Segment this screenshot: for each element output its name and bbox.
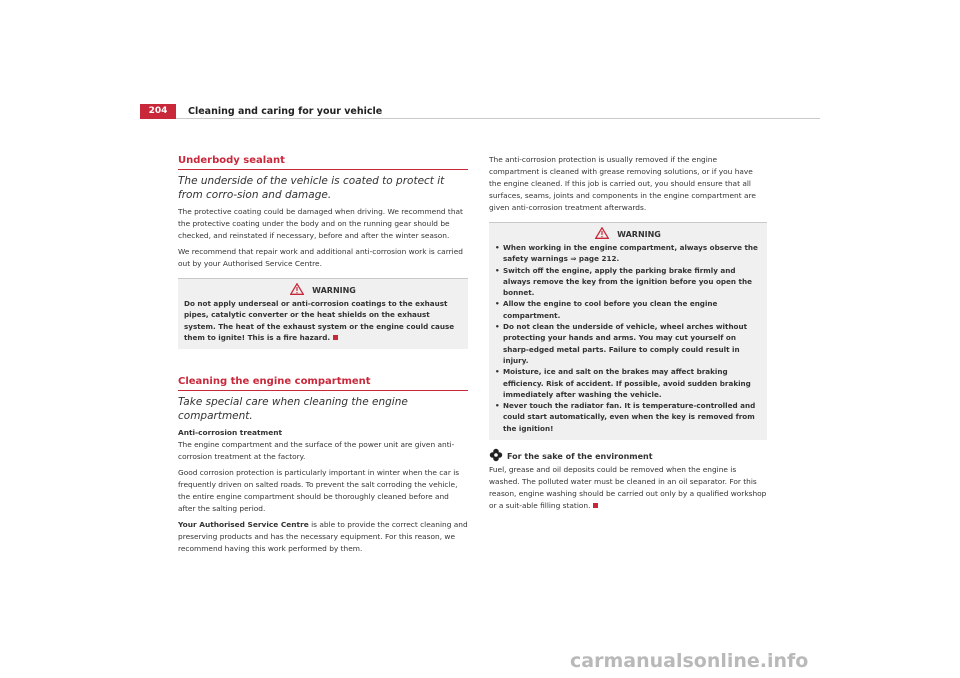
- left-column: [178, 154, 468, 559]
- end-marker-icon: [333, 335, 338, 340]
- right-column: [489, 154, 767, 516]
- underbody-warning-box: [178, 278, 468, 349]
- warning-triangle-icon: [290, 283, 304, 295]
- environment-text: Fuel, grease and oil deposits could be removed when the engine is washed. The polluted water must be cleaned in an oil separator. For this reason, engine washing should be carried out only by a qualified workshop or a suit-able filling station.: [489, 465, 767, 511]
- warning-heading: [495, 227, 761, 242]
- bullet-icon: •: [495, 322, 500, 332]
- engine-paragraph-3-rest: is able to provide the correct cleaning and preserving products and has the necessary equipment. For this reason, we recommend having this work performed by them.: [178, 520, 468, 554]
- engine-subtitle: Take special care when cleaning the engine compartment.: [178, 396, 408, 423]
- warning-item: [495, 321, 761, 366]
- bullet-icon: •: [495, 299, 500, 309]
- warning-item: [495, 265, 761, 299]
- warning-item-text: Switch off the engine, apply the parking brake firmly and always remove the key from the ignition before you open the bonnet.: [503, 265, 752, 298]
- underbody-title: Underbody sealant: [178, 154, 468, 170]
- service-centre-label: Your Authorised Service Centre: [178, 520, 309, 530]
- environment-heading: [489, 448, 767, 464]
- engine-warning-box: [489, 222, 767, 440]
- underbody-paragraph-1: The protective coating could be damaged when driving. We recommend that the protective coating under the body and on the running gear should be checked, and reinstated if necessary, before and after the winter season.: [178, 207, 463, 240]
- bullet-icon: •: [495, 367, 500, 377]
- intro-paragraph: The anti-corrosion protection is usually removed if the engine compartment is cleaned with grease removing solutions, or if you have the engine cleaned. If this job is carried out, you should ensure that all surfaces, seams, joints and components in the engine compartment are given anti-corrosion treatment afterwards.: [489, 155, 756, 212]
- underbody-subtitle: The underside of the vehicle is coated to protect it from corro-sion and damage.: [178, 175, 445, 201]
- underbody-warning-text: Do not apply underseal or anti-corrosion coatings to the exhaust pipes, catalytic converter or the heat shields on the exhaust system. The heat of the exhaust system or the engine could cause them to ignite! This is a fire hazard.: [184, 299, 455, 342]
- bullet-icon: •: [495, 401, 500, 411]
- warning-heading: [184, 283, 462, 298]
- warning-item-text: Allow the engine to cool before you clean the engine compartment.: [503, 299, 718, 320]
- bullet-icon: •: [495, 265, 500, 275]
- warning-label: WARNING: [312, 286, 356, 295]
- warning-item: [495, 298, 761, 321]
- warning-triangle-icon: [595, 227, 609, 239]
- engine-paragraph-1: The engine compartment and the surface of the power unit are given anti-corrosion treatment at the factory.: [178, 440, 455, 462]
- anti-corrosion-heading: Anti-corrosion treatment: [178, 428, 283, 438]
- warning-item-text: Do not clean the underside of vehicle, wheel arches without protecting your hands and arms. You may cut yourself on sharp-edged metal parts. Failure to comply could result in injury.: [503, 322, 748, 365]
- warning-item: [495, 242, 761, 265]
- warning-item: [495, 366, 761, 400]
- underbody-paragraph-2: We recommend that repair work and additional anti-corrosion work is carried out by your Authorised Service Centre.: [178, 247, 463, 268]
- environment-text-wrap: [489, 464, 767, 512]
- end-marker-icon: [593, 503, 598, 508]
- warning-item-text: When working in the engine compartment, always observe the safety warnings ⇒ page 212.: [503, 243, 758, 264]
- warning-item-text: Never touch the radiator fan. It is temperature-controlled and could start automatically, even when the key is removed from the ignition!: [503, 401, 756, 433]
- watermark-text: carmanualsonline.info: [570, 650, 809, 672]
- engine-paragraph-2: Good corrosion protection is particularly important in winter when the car is frequently driven on salted roads. To prevent the salt corroding the vehicle, the entire engine compartment should be thoroughly cleaned before and after the salting period.: [178, 468, 460, 514]
- environment-title: For the sake of the environment: [507, 452, 653, 462]
- warning-label: WARNING: [617, 230, 661, 239]
- page-number: 204: [140, 104, 176, 119]
- warning-item-text: Moisture, ice and salt on the brakes may affect braking efficiency. Risk of accident. If possible, avoid sudden braking immediately after washing the vehicle.: [503, 367, 751, 399]
- chapter-title: Cleaning and caring for your vehicle: [188, 106, 383, 117]
- engine-paragraph-3: [178, 519, 468, 555]
- engine-title: Cleaning the engine compartment: [178, 375, 468, 391]
- bullet-icon: •: [495, 243, 500, 252]
- flower-environment-icon: [489, 448, 503, 462]
- warning-item: [495, 400, 761, 434]
